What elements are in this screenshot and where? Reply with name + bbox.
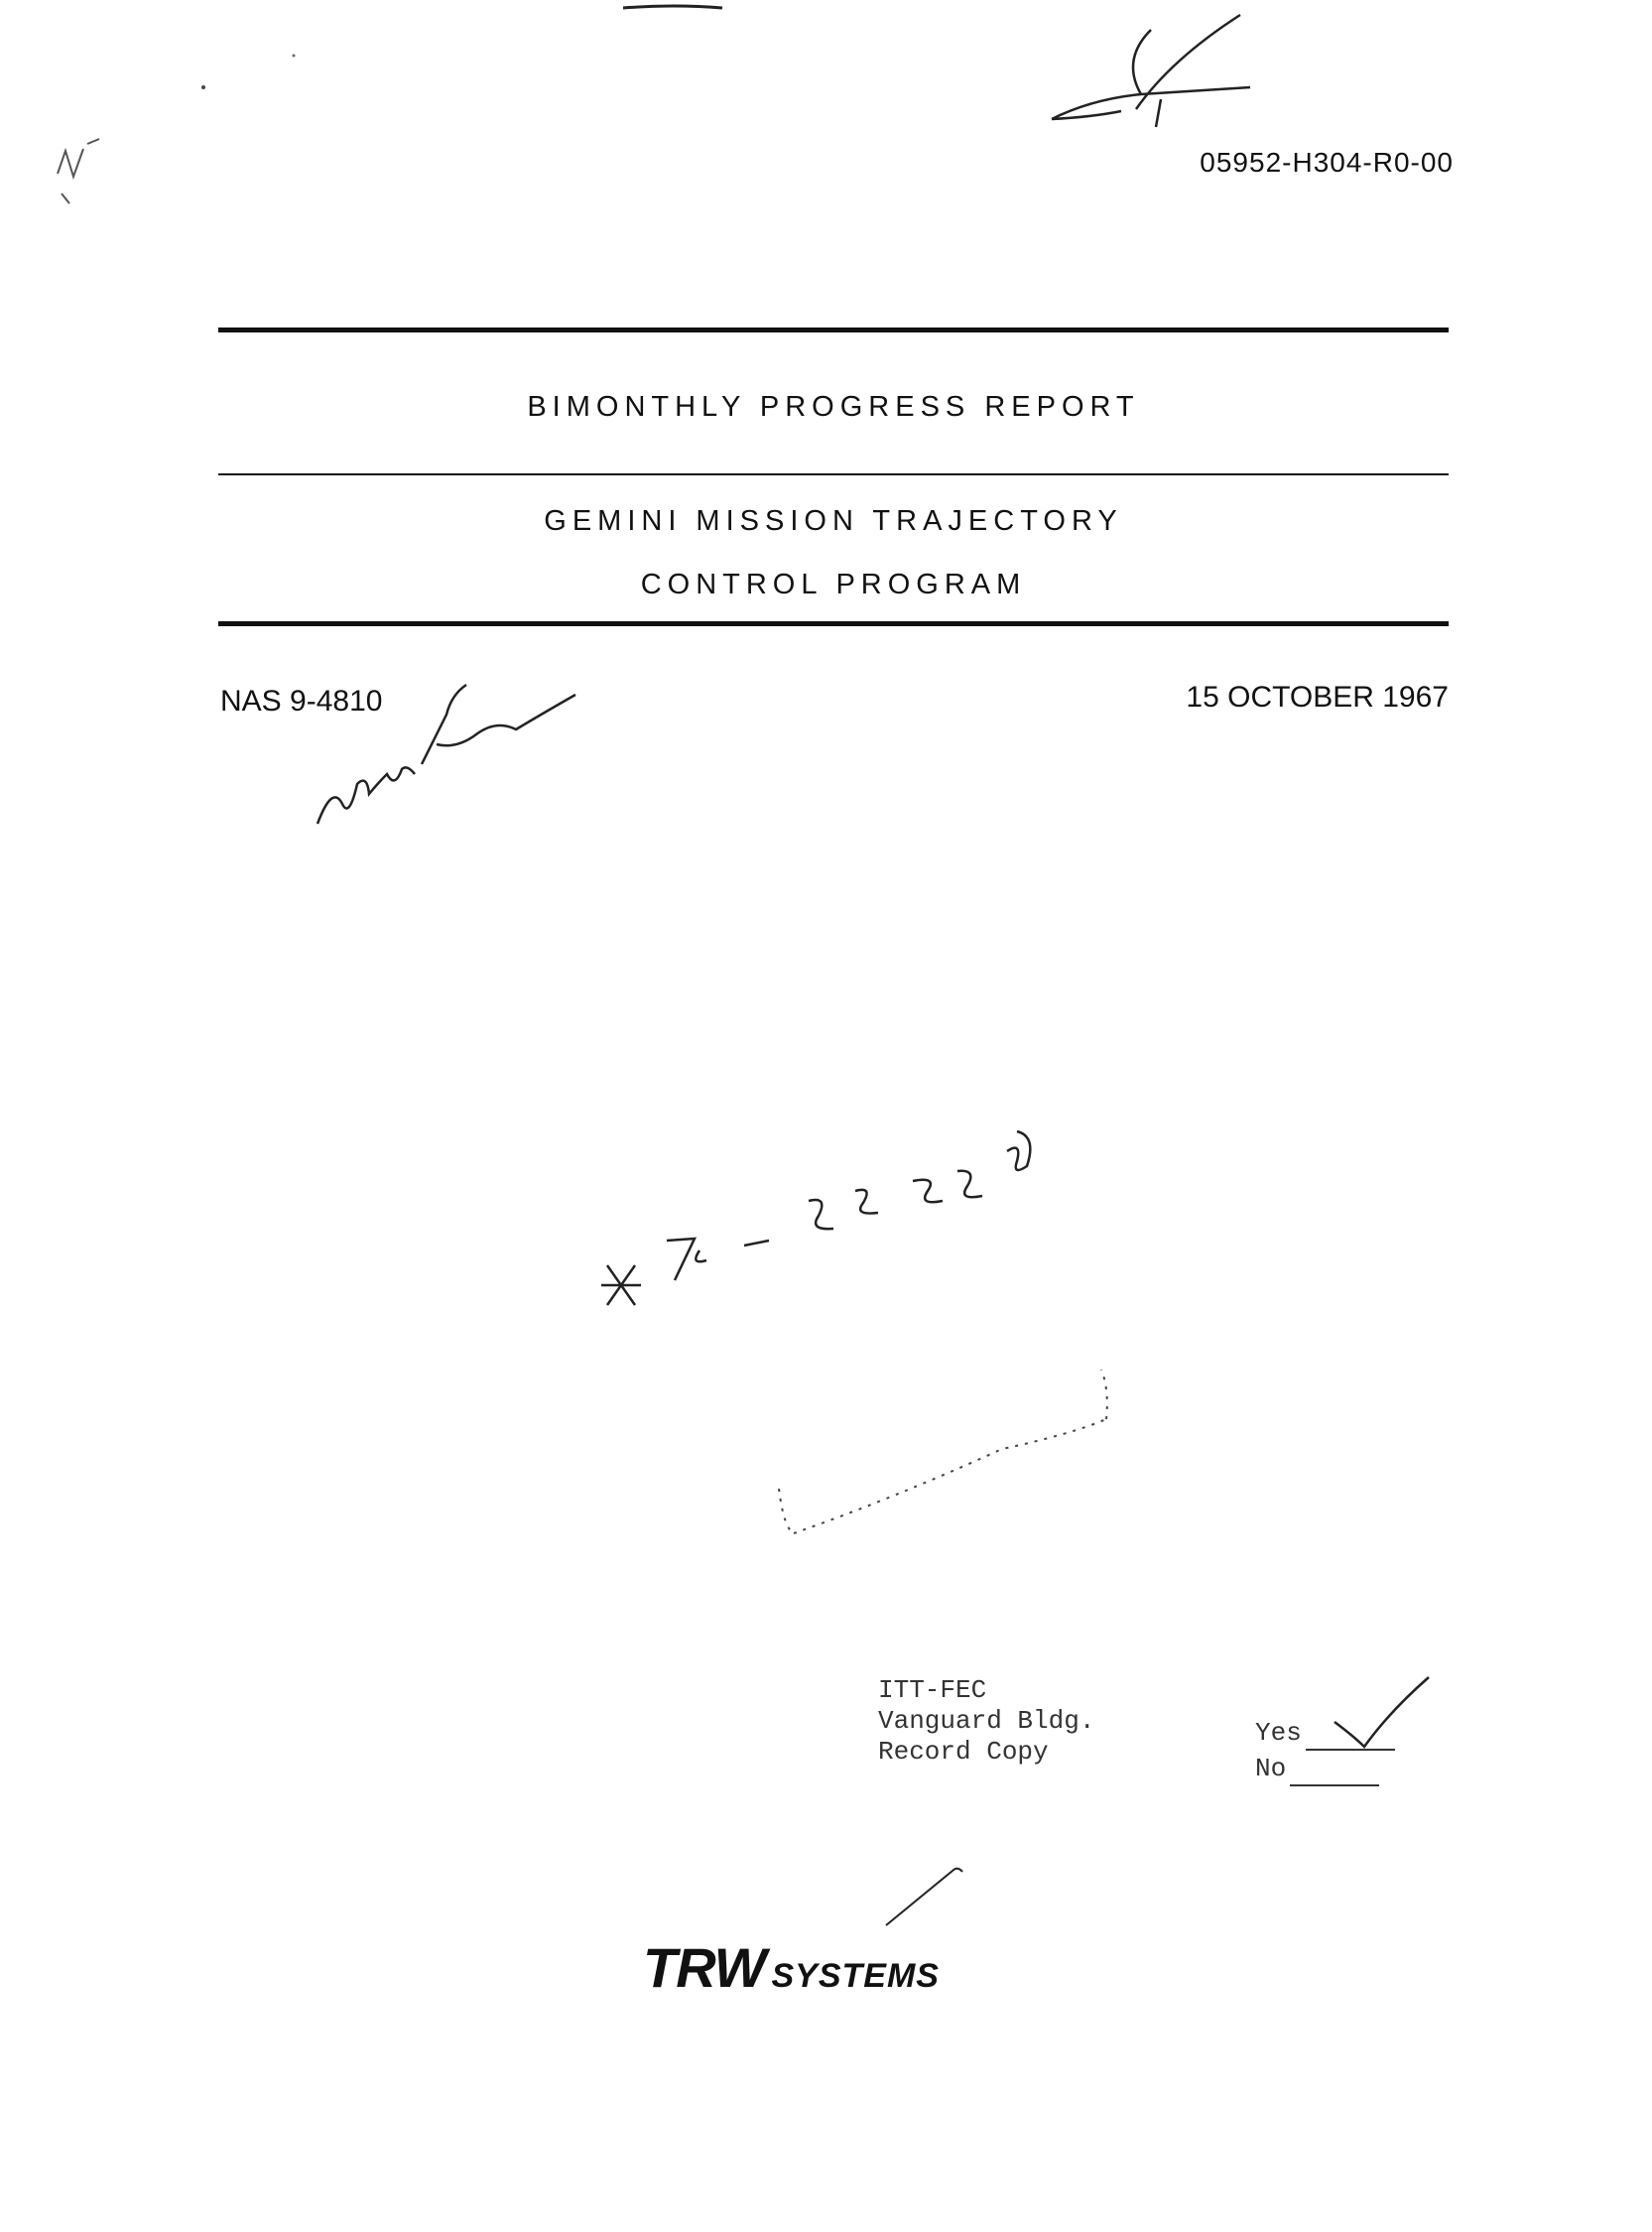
dotted-bracket-mark [779,1370,1107,1533]
title-line-1: GEMINI MISSION TRAJECTORY [544,505,1123,537]
yes-row [1255,1715,1395,1751]
slash-mark [886,1869,962,1925]
logo-brand: TRW [643,1936,766,1999]
no-label: No [1255,1754,1287,1783]
record-copy-stamp [878,1675,1094,1768]
no-row [1255,1751,1395,1786]
report-type-heading: BIMONTHLY PROGRESS REPORT [527,391,1140,423]
stamp-line-1: ITT-FEC [878,1675,987,1705]
document-number: 05952-H304-R0-00 [1200,147,1454,178]
header-rule-middle [218,473,1449,475]
title-line-2: CONTROL PROGRAM [640,569,1027,600]
top-dash-mark [623,6,722,8]
yes-no-stamp [1255,1715,1395,1786]
corner-scribble-icon [58,139,99,203]
header-rule-bottom [218,621,1449,626]
stamp-line-3: Record Copy [878,1737,1049,1767]
accession-handwriting [667,1131,1030,1280]
contract-number: NAS 9-4810 [220,685,383,718]
header-rule-top [218,328,1449,332]
yes-label: Yes [1255,1718,1302,1748]
yes-blank [1306,1727,1395,1751]
no-blank [1290,1763,1379,1786]
stamp-line-2: Vanguard Bldg. [878,1706,1095,1736]
report-date: 15 OCTOBER 1967 [1186,681,1449,714]
logo-suffix: SYSTEMS [771,1957,940,1995]
initials-signature-icon [1052,15,1250,127]
trw-systems-logo [643,1935,940,2000]
accession-asterisk-icon [601,1265,641,1305]
